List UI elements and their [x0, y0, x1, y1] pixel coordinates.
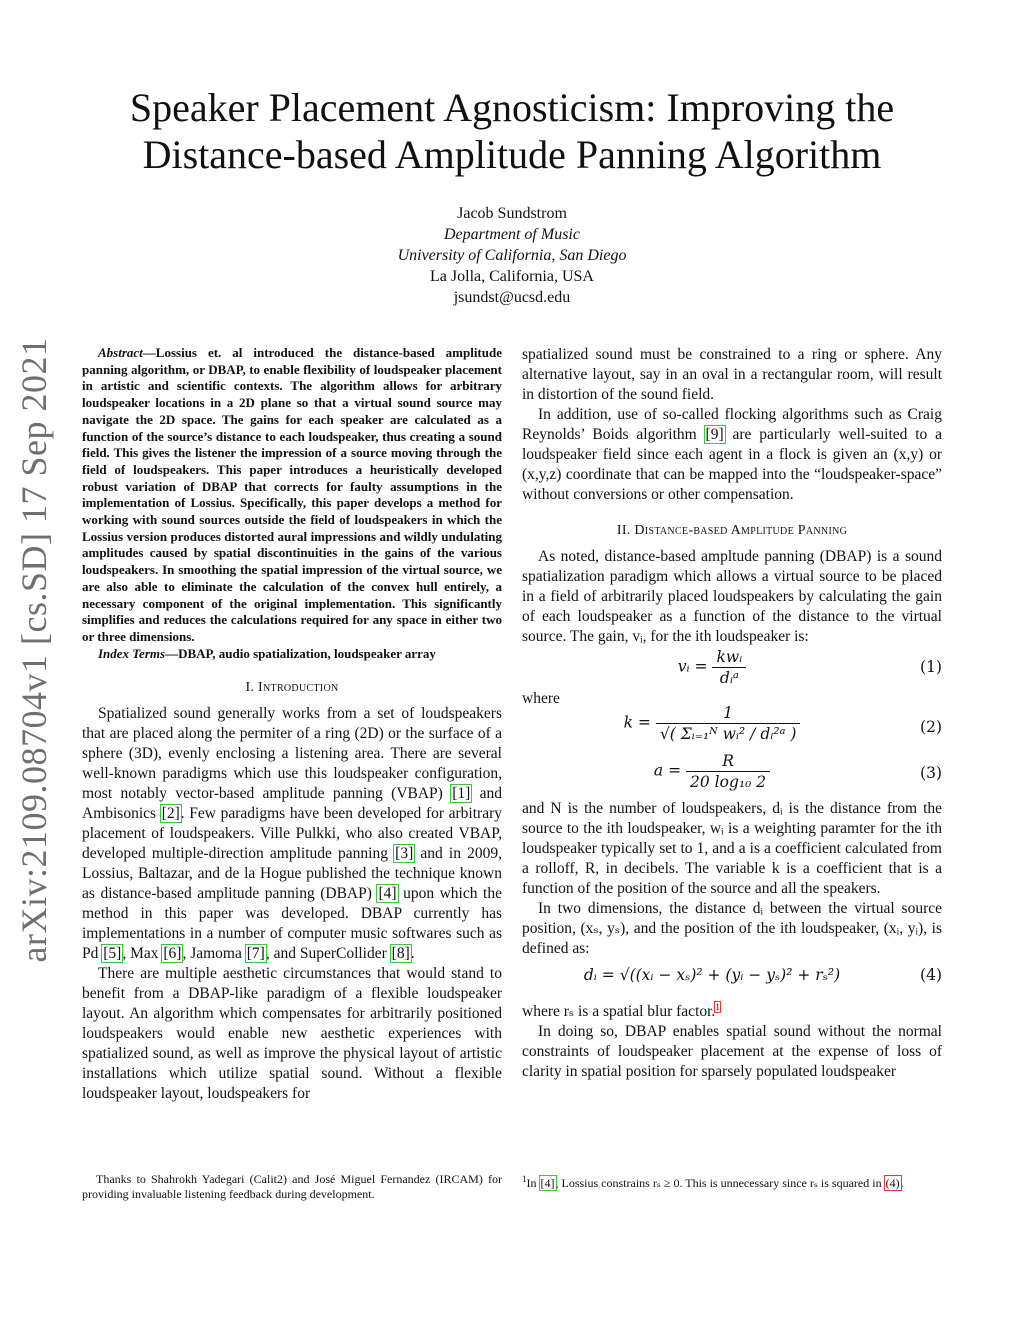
equation-link[interactable]: (4) [885, 1176, 900, 1190]
citation-link[interactable]: [7] [246, 945, 265, 963]
abstract [82, 345, 502, 646]
dbap-paragraph-2: and N is the number of loudspeakers, dᵢ is the distance from the source to the ith loudspeaker, wᵢ is a weighting paramter for the ith loudspeaker typically set to 1, and a is a coefficient calculated from a rolloff, R, in decibels. The variable k is a coefficient that is a function of the position of the source and all the speakers. [522, 800, 942, 897]
author-email: jsundst@ucsd.edu [453, 289, 571, 306]
index-terms-text: —DBAP, audio spatialization, loudspeaker array [165, 645, 436, 661]
dbap-paragraph-3: In two dimensions, the distance dᵢ between the virtual source position, (xₛ, yₛ), and the position of the ith loudspeaker, (xᵢ, yᵢ), is defined as: [522, 900, 942, 957]
intro-paragraph-1 [82, 704, 502, 964]
paper-title [80, 84, 944, 178]
section-title: Distance-based Amplitude Panning [634, 523, 848, 538]
section-heading-1 [82, 678, 502, 698]
eq-denominator: √( Σᵢ₌₁ᴺ wᵢ² / dᵢ²ᵃ ) [659, 725, 797, 743]
author-name: Jacob Sundstrom [457, 205, 567, 222]
text-run: , Lossius constrains rₛ ≥ 0. This is unnecessary since rₛ is squared in [555, 1176, 885, 1190]
equation-2 [522, 703, 942, 749]
eq-lhs: k = [623, 713, 651, 732]
title-line-1: Speaker Placement Agnosticism: Improving the [129, 85, 895, 130]
text-run: where rₛ is a spatial blur factor. [522, 1003, 716, 1021]
dbap-paragraph-5: In doing so, DBAP enables spatial sound without the normal constraints of loudspeaker placement at the expense of loss of clarity in spatial position for sparsely populated loudspeaker [522, 1023, 942, 1081]
text-run: , Jamoma [182, 945, 246, 963]
text-run: . [410, 945, 415, 963]
text-run: and in 2009, Lossius, Baltazar, and de la Hogue published the technique known as distance-based amplitude panning (DBAP) [82, 845, 503, 903]
section-number: II. [616, 523, 631, 538]
citation-link[interactable]: [4] [540, 1176, 555, 1190]
right-column [522, 345, 942, 1082]
text-run: . [900, 1176, 904, 1190]
equation-number: (3) [920, 764, 942, 782]
text-run: and Ambisonics [82, 785, 502, 823]
where-label: where [522, 690, 560, 707]
eq-lhs: vᵢ = [677, 657, 708, 676]
section-title: Introduction [258, 680, 339, 696]
eq-numerator: R [686, 751, 770, 772]
eq-body: dᵢ = √((xᵢ − xₛ)² + (yᵢ − yₛ)² + rₛ²) [583, 966, 841, 984]
author-department: Department of Music [444, 226, 580, 243]
abstract-text: —Lossius et. al introduced the distance-based amplitude panning algorithm, or DBAP, to enable flexibility of loudspeaker placement in artistic and scientific contexts. The algorithm allows for arbitrary loudspeaker locations in a 2D plane so that a virtual sound source may navigate the 2D space. The gains for each speaker are calculated as a function of the source’s distance to each loudspeaker, thus creating a sound field. This gives the listener the impression of a source moving through the field of loudspeakers. This paper introduces a heuristically developed robust variation of DBAP that corrects for faulty assumptions in the implementation of Lossius. Specifically, this paper develops a method for working with sound sources outside the field of loudspeakers in which the Lossius version produces distorted aural impressions and wildly undulating amplitudes caused by spatial discontinuities in the gains of the various loudspeakers. In smoothing the spatial impression of the virtual source, we are also able to eliminate the calculation of the convex hull entirely, a necessary component of the original implementation. This significantly simplifies and reduces the calculations required for any space in either two or three dimensions. [82, 345, 502, 644]
text-run: Spatialized sound generally works from a set of loudspeakers that are placed along the permiter of a ring (2D) or the surface of a sphere (3D), evenly enclosing a listening area. There are several well-known paradigms which use this loudspeaker configuration, most notably vector-based amplitude panning (VBAP) [82, 705, 502, 803]
author-university: University of California, San Diego [397, 247, 627, 264]
citation-link[interactable]: [2] [161, 805, 180, 823]
equation-number: (4) [920, 966, 942, 984]
citation-link[interactable]: [6] [163, 945, 182, 963]
text-run: , and SuperCollider [265, 945, 391, 963]
eq-numerator: kwᵢ [712, 647, 746, 668]
title-line-2: Distance-based Amplitude Panning Algorithm [142, 132, 882, 177]
dbap-paragraph-4 [522, 997, 942, 1022]
flocking-paragraph [522, 405, 942, 505]
text-run: , Max [122, 945, 163, 963]
citation-link[interactable]: [5] [103, 945, 122, 963]
equation-1 [522, 647, 942, 687]
eq-fraction [656, 703, 801, 744]
equation-number: (2) [920, 718, 942, 736]
arxiv-stamp [8, 337, 60, 963]
citation-link[interactable]: [3] [395, 845, 414, 863]
footnote-link[interactable]: 1 [715, 1002, 720, 1012]
equation-number: (1) [920, 658, 942, 676]
eq-numerator: 1 [656, 703, 801, 724]
left-column [82, 345, 502, 1104]
text-run: are particularly well-suited to a loudspeaker field since each agent in a flock is given an (x,y) or (x,y,z) coordinate that can be mapped into the “loudspeaker-space” without conversions or other compensation. [522, 426, 943, 503]
section-heading-2 [522, 521, 942, 541]
citation-link[interactable]: [1] [452, 785, 471, 803]
abstract-label: Abstract [98, 345, 143, 360]
author-block [0, 203, 1024, 308]
eq-denominator: dᵢᵃ [719, 669, 739, 687]
footnote-mark: 1 [522, 1174, 527, 1184]
eq-fraction [686, 751, 770, 792]
citation-link[interactable]: [4] [378, 885, 397, 903]
text-run: . Few paradigms have been developed for arbitrary placement of loudspeakers. Ville Pulkki, who also created VBAP, developed multiple-direction amplitude panning [82, 805, 503, 863]
eq-denominator: 20 log₁₀ 2 [690, 773, 767, 791]
eq-lhs: a = [653, 761, 682, 780]
index-terms [82, 646, 502, 663]
eq-fraction [712, 647, 746, 688]
arxiv-id: arXiv:2109.08704v1 [cs.SD] 17 Sep 2021 [14, 337, 54, 963]
citation-link[interactable]: [8] [391, 945, 410, 963]
author-location: La Jolla, California, USA [430, 268, 594, 285]
dbap-paragraph-1: As noted, distance-based ampltude panning (DBAP) is a sound spatialization paradigm which allows a virtual source to be placed in a field of arbitrarily placed loudspeakers by calculating the gain of each loudspeaker as a function of the distance to the virtual source. The gain, vᵢ, for the ith loudspeaker is: [522, 548, 942, 645]
text-run: upon which the method in this paper was developed. DBAP currently has implementations in a number of computer music softwares such as Pd [82, 885, 502, 963]
citation-link[interactable]: [9] [705, 426, 724, 443]
index-terms-label: Index Terms [98, 645, 166, 661]
equation-3 [522, 751, 942, 799]
text-run: In addition, use of so-called flocking algorithms such as Craig Reynolds’ Boids algorithm [522, 406, 942, 443]
continued-paragraph: spatialized sound must be constrained to a ring or sphere. Any alternative layout, say in an oval in a rectangular room, will result in distortion of the sound field. [522, 346, 942, 403]
footnote-1 [522, 1172, 942, 1191]
footnote-acknowledgment: Thanks to Shahrokh Yadegari (Calit2) and José Miguel Fernandez (IRCAM) for providing invaluable listening feedback during development. [82, 1172, 502, 1201]
text-run: In [526, 1176, 540, 1190]
section-number: I. [245, 680, 255, 696]
equation-4 [522, 965, 942, 997]
intro-paragraph-2: There are multiple aesthetic circumstances that would stand to benefit from a DBAP-like paradigm of a flexible loudspeaker layout. An algorithm which compensates for arbitrarily positioned loudspeakers would enable new aesthetic experiences with spatialized sound, as well as improve the physical layout of artistic installations which utilize spatial sound. Without a flexible loudspeaker layout, loudspeakers for [82, 965, 502, 1103]
